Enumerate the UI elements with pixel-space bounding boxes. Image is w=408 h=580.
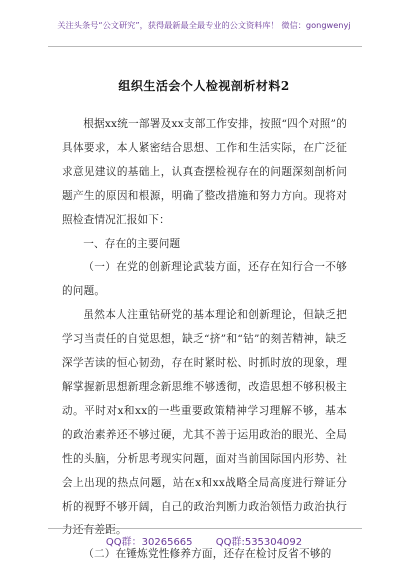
intro-paragraph: 根据xx统一部署及xx支部工作安排，按照“四个对照”的具体要求，本人紧密结合思想、工作和生活实际，在广泛征求意见建议的基础上，认真查摆检视存在的问题深刻剖析问题产生的原因和根源，明确了整改措施和努力方向。现将对照检查情况汇报如下： bbox=[62, 118, 347, 226]
footer-divider bbox=[48, 528, 362, 529]
footer-contact bbox=[0, 533, 408, 548]
document-body bbox=[62, 113, 347, 567]
qq-group-2: QQ群:535304092 bbox=[215, 537, 303, 548]
body-paragraph: 虽然本人注重钻研党的基本理论和创新理论，但缺乏把学习当责任的自觉思想，缺乏“挤”和“钻”的刻苦精神，缺乏深学苦读的恒心韧劲，存在时紧时松、时抓时放的现象，理解掌握新思想新理念新思维不够透彻，改造思想不够积极主动。平时对x和xx的一些重要政策精神学习理解不够，基本的政治素养还不够过硬，尤其不善于运用政治的眼光、全局性的头脑，分析思考现实问题，面对当前国际国内形势、社会上出现的热点问题，站在x和xx战略全局高度进行辩证分析的视野不够开阔，自己的政治判断力政治领悟力政治执行力还有差距。 bbox=[62, 309, 347, 537]
header-banner: 关注头条号“公文研究”，获得最新最全最专业的公文资料库！ 微信：gongwenyj bbox=[57, 20, 351, 30]
header-divider bbox=[48, 46, 362, 47]
document-title: 组织生活会个人检视剖析材料2 bbox=[118, 79, 290, 93]
subsection-heading: （二）在锤炼党性修养方面，还存在检讨反省不够的 bbox=[83, 548, 332, 561]
qq-group-1: QQ群：30265665 bbox=[105, 537, 193, 548]
section-heading: 一、存在的主要问题 bbox=[83, 237, 181, 250]
subsection-heading: （一）在党的创新理论武装方面，还存在知行合一不够的问题。 bbox=[62, 261, 347, 298]
